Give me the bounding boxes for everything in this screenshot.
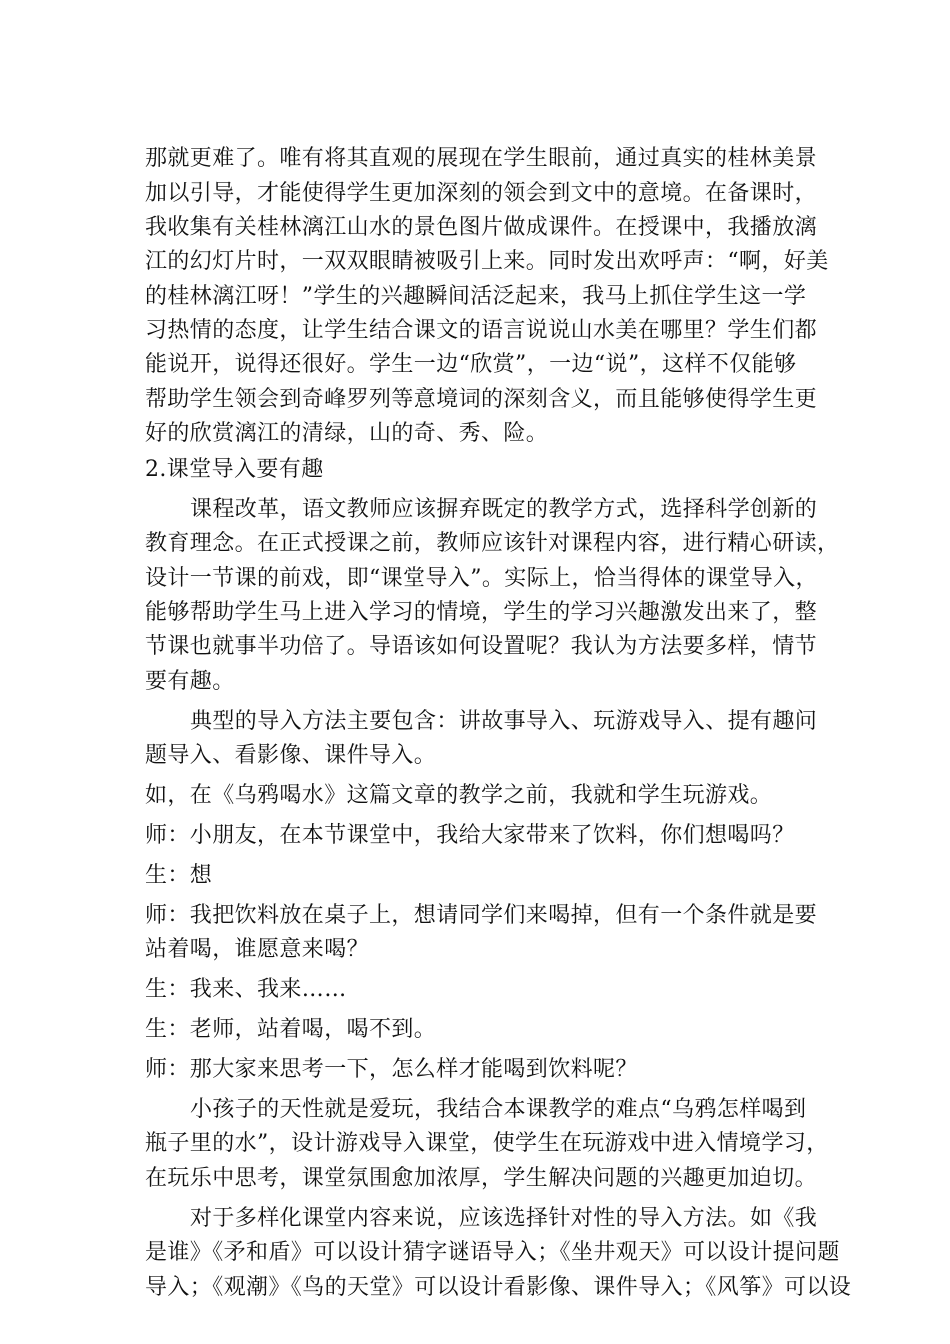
text-line: 对于多样化课堂内容来说，应该选择针对性的导入方法。如《我 <box>190 1206 818 1231</box>
dialogue-line: 生：老师，站着喝，喝不到。 <box>145 1017 437 1042</box>
dialogue-line: 站着喝，谁愿意来喝？ <box>145 937 370 962</box>
section-heading: 2.课堂导入要有趣 <box>145 457 324 482</box>
text-line: 帮助学生领会到奇峰罗列等意境词的深刻含义，而且能够使得学生更 <box>145 387 818 412</box>
text-line: 江的幻灯片时，一双双眼睛被吸引上来。同时发出欢呼声：“啊，好美 <box>145 249 829 274</box>
text-line: 加以引导，才能使得学生更加深刻的领会到文中的意境。在备课时， <box>145 181 818 206</box>
text-line: 是谁》《矛和盾》可以设计猜字谜语导入；《坐井观天》可以设计提问题 <box>145 1240 840 1265</box>
text-line: 能说开，说得还很好。学生一边“欣赏”，一边“说”，这样不仅能够 <box>145 352 797 377</box>
text-line: 我收集有关桂林漓江山水的景色图片做成课件。在授课中，我播放漓 <box>145 215 818 240</box>
text-line: 要有趣。 <box>145 669 235 694</box>
text-line: 题导入、看影像、课件导入。 <box>145 743 437 768</box>
text-line: 好的欣赏漓江的清绿，山的奇、秀、险。 <box>145 421 549 446</box>
text-line: 的桂林漓江呀！”学生的兴趣瞬间活泛起来，我马上抓住学生这一学 <box>145 284 807 309</box>
text-line: 小孩子的天性就是爱玩，我结合本课教学的难点“乌鸦怎样喝到 <box>190 1097 807 1122</box>
text-line: 导入；《观潮》《鸟的天堂》可以设计看影像、课件导入；《风筝》可以设 <box>145 1275 852 1300</box>
dialogue-line: 师：小朋友，在本节课堂中，我给大家带来了饮料，你们想喝吗？ <box>145 823 795 848</box>
text-line: 那就更难了。唯有将其直观的展现在学生眼前，通过真实的桂林美景 <box>145 146 818 171</box>
text-line: 瓶子里的水”，设计游戏导入课堂，使学生在玩游戏中进入情境学习， <box>145 1131 829 1156</box>
dialogue-line: 师：我把饮料放在桌子上，想请同学们来喝掉，但有一个条件就是要 <box>145 903 818 928</box>
text-line: 习热情的态度，让学生结合课文的语言说说山水美在哪里？学生们都 <box>145 318 818 343</box>
dialogue-line: 生：我来、我来…… <box>145 977 347 1002</box>
dialogue-line: 生：想 <box>145 863 213 888</box>
text-line: 在玩乐中思考，课堂氛围愈加浓厚，学生解决问题的兴趣更加迫切。 <box>145 1166 818 1191</box>
dialogue-line: 师：那大家来思考一下，怎么样才能喝到饮料呢？ <box>145 1057 638 1082</box>
text-line: 能够帮助学生马上进入学习的情境，学生的学习兴趣激发出来了，整 <box>145 600 818 625</box>
text-line: 课程改革，语文教师应该摒弃既定的教学方式，选择科学创新的 <box>190 497 818 522</box>
text-line: 典型的导入方法主要包含：讲故事导入、玩游戏导入、提有趣问 <box>190 709 818 734</box>
text-line: 节课也就事半功倍了。导语该如何设置呢？我认为方法要多样，情节 <box>145 634 818 659</box>
text-line: 如，在《乌鸦喝水》这篇文章的教学之前，我就和学生玩游戏。 <box>145 783 773 808</box>
text-line: 教育理念。在正式授课之前，教师应该针对课程内容，进行精心研读， <box>145 531 840 556</box>
text-line: 设计一节课的前戏，即“课堂导入”。实际上，恰当得体的课堂导入， <box>145 566 818 591</box>
